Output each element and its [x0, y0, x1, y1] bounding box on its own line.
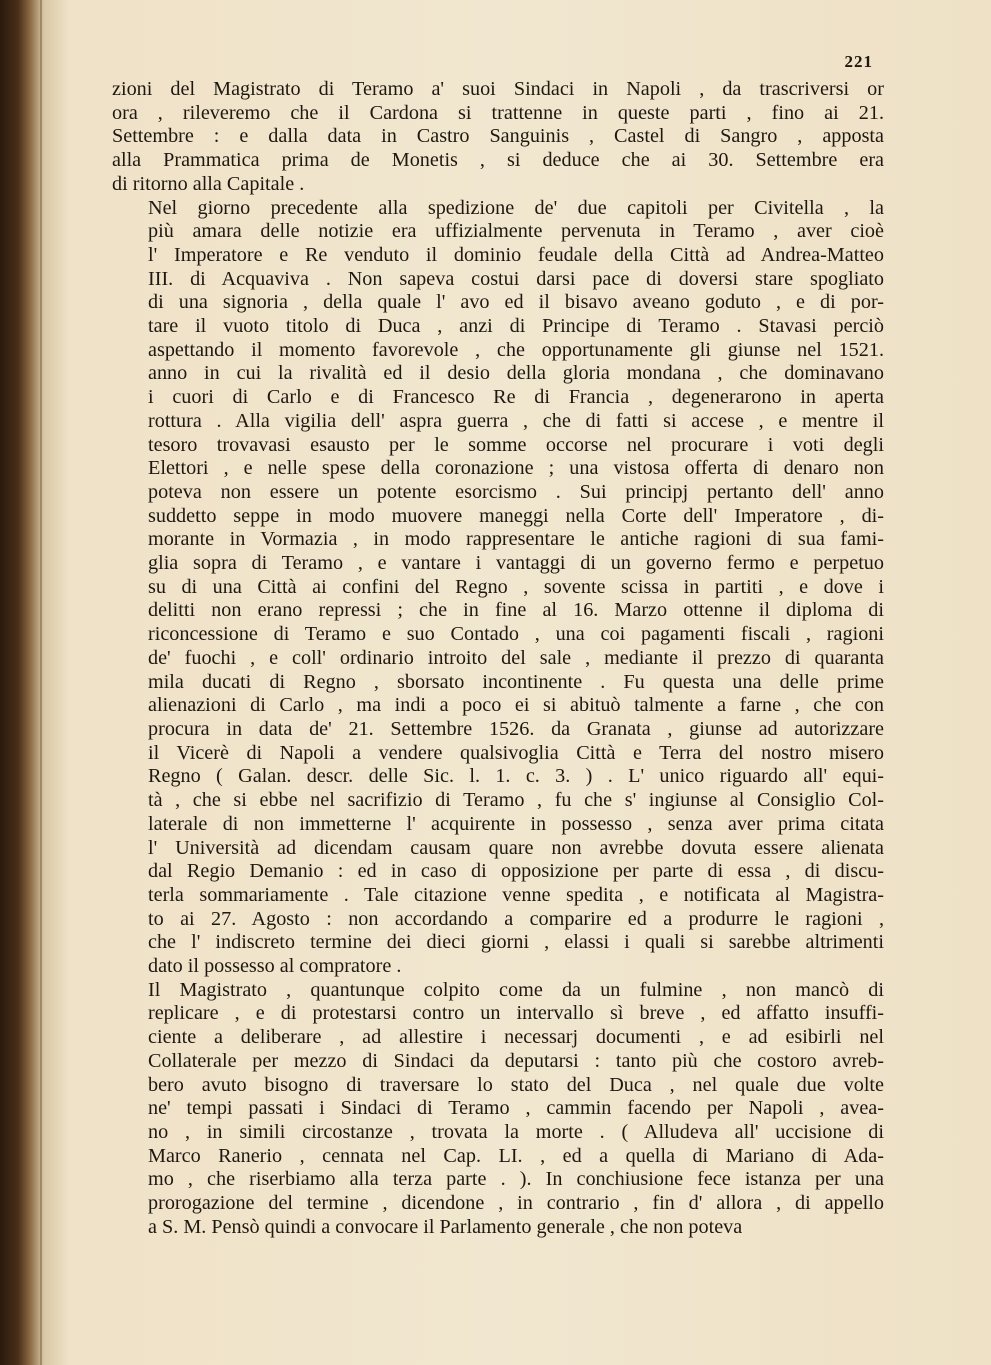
text-line: III. di Acquaviva . Non sapeva costui darsi pace di doversi stare spogliato	[148, 267, 884, 290]
text-line: mila ducati di Regno , sborsato incontinente . Fu questa una delle prime	[148, 670, 884, 693]
text-line: anno in cui la rivalità ed il desio della gloria mondana , che dominavano	[148, 362, 884, 385]
text-line: mo , che riserbiamo alla terza parte . ). In conchiusione fece istanza per una	[148, 1168, 884, 1191]
text-line: di ritorno alla Capitale .	[112, 172, 305, 195]
page-number: 221	[844, 52, 873, 71]
text-line: tare il vuoto titolo di Duca , anzi di Principe di Teramo . Stavasi perciò	[148, 315, 884, 338]
text-line: aspettando il momento favorevole , che opportunamente gli giunse nel 1521.	[148, 338, 884, 361]
text-line: alla Prammatica prima de Monetis , si deduce che ai 30. Settembre era	[112, 149, 884, 172]
text-line: suddetto seppe in modo muovere maneggi nella Corte dell' Imperatore , di-	[148, 504, 884, 527]
paragraph-3	[112, 979, 884, 1240]
body-text	[112, 78, 884, 1239]
text-line: Elettori , e nelle spese della coronazione ; una vistosa offerta di denaro non	[148, 457, 884, 480]
text-line: dato il possesso al compratore .	[148, 955, 402, 978]
text-line: Il Magistrato , quantunque colpito come da un fulmine , non mancò di	[148, 978, 884, 1001]
text-line: prorogazione del termine , dicendone , in contrario , fin d' allora , di appello	[148, 1192, 884, 1215]
text-line: di una signoria , della quale l' avo ed il bisavo aveano goduto , e di por-	[148, 291, 884, 314]
text-line: Settembre : e dalla data in Castro Sanguinis , Castel di Sangro , apposta	[112, 125, 884, 148]
text-line: ora , rileveremo che il Cardona si trattenne in queste parti , fino ai 21.	[112, 101, 884, 124]
text-line: i cuori di Carlo e di Francesco Re di Francia , degenerarono in aperta	[148, 386, 884, 409]
text-line: dal Regio Demanio : ed in caso di opposizione per parte di essa , di discu-	[148, 860, 884, 883]
text-line: a S. M. Pensò quindi a convocare il Parlamento generale , che non poteva	[148, 1215, 743, 1238]
book-gutter	[40, 0, 42, 1365]
text-line: Collaterale per mezzo di Sindaci da deputarsi : tanto più che costoro avreb-	[148, 1049, 884, 1072]
text-line: de' fuochi , e coll' ordinario introito del sale , mediante il prezzo di quaranta	[148, 646, 884, 669]
text-line: che l' indiscreto termine dei dieci giorni , elassi i quali si sarebbe altrimenti	[148, 931, 884, 954]
text-line: l' Università ad dicendam causam quare non avrebbe dovuta essere alienata	[148, 836, 884, 859]
text-line: riconcessione di Teramo e suo Contado , una coi pagamenti fiscali , ragioni	[148, 623, 884, 646]
text-line: Marco Ranerio , cennata nel Cap. LI. , ed a quella di Mariano di Ada-	[148, 1144, 884, 1167]
text-line: glia sopra di Teramo , e vantare i vantaggi di un governo fermo e perpetuo	[148, 552, 884, 575]
text-line: zioni del Magistrato di Teramo a' suoi Sindaci in Napoli , da trascriversi or	[112, 78, 884, 100]
text-line: laterale di non immetterne l' acquirente in possesso , senza aver prima citata	[148, 812, 884, 835]
text-line: terla sommariamente . Tale citazione venne spedita , e notificata al Magistra-	[148, 883, 884, 906]
text-line: procura in data de' 21. Settembre 1526. da Granata , giunse ad autorizzare	[148, 717, 884, 740]
paragraph-2	[112, 197, 884, 979]
text-line: ne' tempi passati i Sindaci di Teramo , cammin facendo per Napoli , avea-	[148, 1097, 884, 1120]
text-line: alienazioni di Carlo , ma indi a poco ei si abituò talmente a farne , che con	[148, 694, 884, 717]
text-line: to ai 27. Agosto : non accordando a comparire ed a produrre le ragioni ,	[148, 907, 884, 930]
text-line: tesoro trovavasi esausto per le somme occorse nel procurare i voti degli	[148, 433, 884, 456]
text-line: l' Imperatore e Re venduto il dominio feudale della Città ad Andrea-Matteo	[148, 243, 884, 266]
text-line: no , in simili circostanze , trovata la morte . ( Alludeva all' uccisione di	[148, 1120, 884, 1143]
text-line: rottura . Alla vigilia dell' aspra guerra , che di fatti si accese , e mentre il	[148, 409, 884, 432]
text-line: il Vicerè di Napoli a vendere qualsivoglia Città e Terra del nostro misero	[148, 741, 884, 764]
paragraph-1	[112, 78, 884, 197]
text-line: morante in Vormazia , in modo rappresentare le antiche ragioni di sua fami-	[148, 528, 884, 551]
text-line: delitti non erano repressi ; che in fine al 16. Marzo ottenne il diploma di	[148, 599, 884, 622]
text-line: tà , che si ebbe nel sacrifizio di Teramo , fu che s' ingiunse al Consiglio Col-	[148, 789, 884, 812]
text-line: Regno ( Galan. descr. delle Sic. l. 1. c. 3. ) . L' unico riguardo all' equi-	[148, 765, 884, 788]
text-line: ciente a deliberare , ad allestire i necessarj documenti , e ad esibirli nel	[148, 1026, 884, 1049]
text-line: Nel giorno precedente alla spedizione de' due capitoli per Civitella , la	[148, 196, 884, 219]
text-line: replicare , e di protestarsi contro un intervallo sì breve , ed affatto insuffi-	[148, 1002, 884, 1025]
text-line: più amara delle notizie era uffizialmente pervenuta in Teramo , aver cioè	[148, 220, 884, 243]
text-line: su di una Città ai confini del Regno , sovente scissa in partiti , e dove i	[148, 575, 884, 598]
text-line: bero avuto bisogno di traversare lo stato del Duca , nel quale due volte	[148, 1073, 884, 1096]
text-line: poteva non essere un potente esorcismo . Sui principj pertanto dell' anno	[148, 480, 884, 503]
